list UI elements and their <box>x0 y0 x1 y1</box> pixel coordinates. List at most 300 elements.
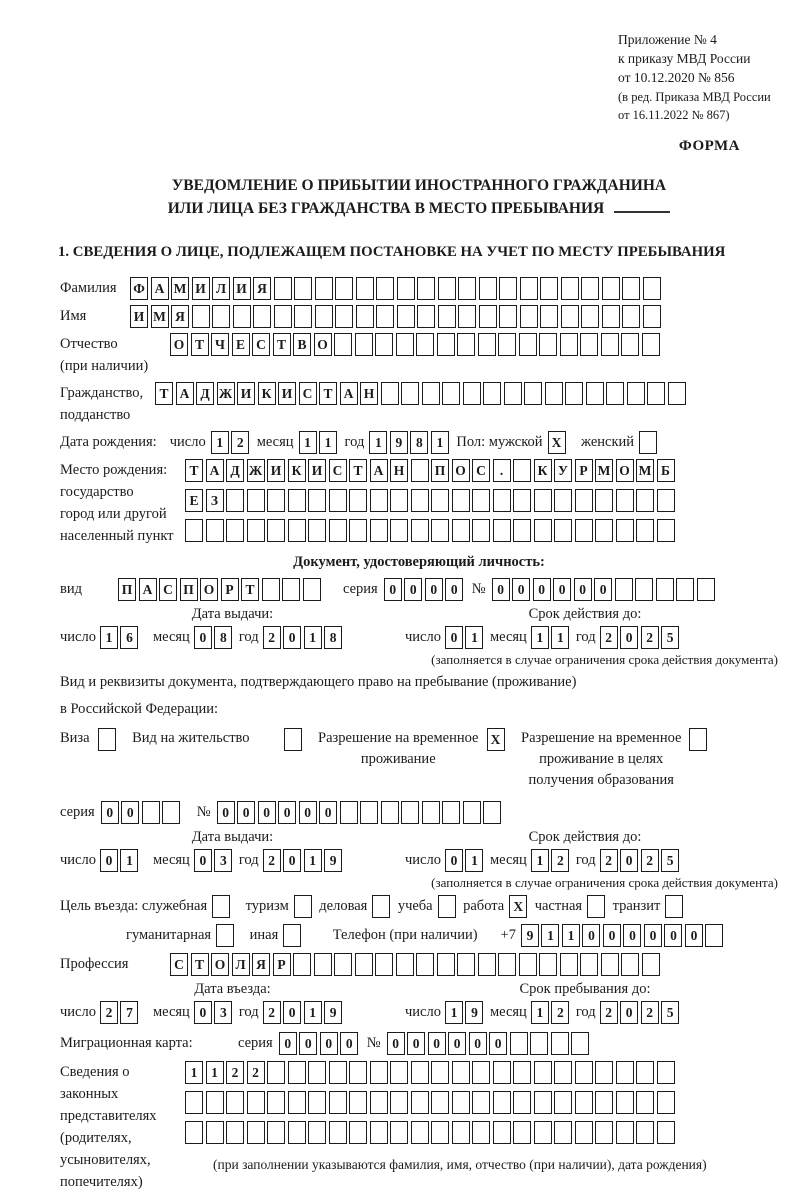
char-cell[interactable]: 0 <box>217 801 235 824</box>
char-cell[interactable]: 0 <box>574 578 592 601</box>
char-cell[interactable] <box>472 1061 490 1084</box>
char-cell[interactable]: 1 <box>319 431 337 454</box>
char-cell[interactable] <box>253 305 271 328</box>
char-cell[interactable] <box>411 1121 429 1144</box>
char-cell[interactable]: 0 <box>299 1032 317 1055</box>
char-cell[interactable]: З <box>206 489 224 512</box>
doc-type-cells[interactable] <box>118 578 323 601</box>
purpose-study-checkbox[interactable] <box>438 895 459 918</box>
char-cell[interactable]: X <box>548 431 566 454</box>
char-cell[interactable]: А <box>370 459 388 482</box>
char-cell[interactable]: 1 <box>304 626 322 649</box>
char-cell[interactable] <box>689 728 707 751</box>
char-cell[interactable]: 2 <box>263 849 281 872</box>
char-cell[interactable] <box>226 1121 244 1144</box>
char-cell[interactable]: 1 <box>299 431 317 454</box>
char-cell[interactable]: Р <box>273 953 291 976</box>
char-cell[interactable] <box>636 489 654 512</box>
char-cell[interactable]: А <box>206 459 224 482</box>
char-cell[interactable] <box>472 1091 490 1114</box>
char-cell[interactable]: 1 <box>431 431 449 454</box>
doc-series-cells[interactable] <box>384 578 466 601</box>
char-cell[interactable] <box>595 1061 613 1084</box>
char-cell[interactable] <box>479 305 497 328</box>
char-cell[interactable] <box>606 382 624 405</box>
char-cell[interactable]: 0 <box>101 801 119 824</box>
char-cell[interactable] <box>308 489 326 512</box>
entry-year-cells[interactable] <box>263 1001 345 1024</box>
char-cell[interactable] <box>438 305 456 328</box>
char-cell[interactable] <box>457 953 475 976</box>
char-cell[interactable]: М <box>636 459 654 482</box>
char-cell[interactable] <box>602 277 620 300</box>
char-cell[interactable] <box>98 728 116 751</box>
char-cell[interactable] <box>452 1061 470 1084</box>
char-cell[interactable] <box>539 953 557 976</box>
char-cell[interactable]: А <box>139 578 157 601</box>
reps-cells-row1[interactable] <box>185 1061 677 1084</box>
char-cell[interactable]: Н <box>360 382 378 405</box>
purpose-work-checkbox[interactable] <box>509 895 530 918</box>
char-cell[interactable] <box>370 1061 388 1084</box>
id-valid-month-cells[interactable] <box>531 626 572 649</box>
char-cell[interactable] <box>267 1091 285 1114</box>
char-cell[interactable] <box>636 519 654 542</box>
stay-month-cells[interactable] <box>531 1001 572 1024</box>
char-cell[interactable] <box>226 489 244 512</box>
char-cell[interactable]: 1 <box>445 1001 463 1024</box>
birth-year-cells[interactable] <box>369 431 451 454</box>
mig-series-cells[interactable] <box>279 1032 361 1055</box>
char-cell[interactable]: П <box>180 578 198 601</box>
char-cell[interactable] <box>185 1091 203 1114</box>
char-cell[interactable] <box>411 1061 429 1084</box>
char-cell[interactable]: И <box>233 277 251 300</box>
doc-number-cells[interactable] <box>492 578 718 601</box>
char-cell[interactable]: 0 <box>407 1032 425 1055</box>
char-cell[interactable] <box>329 1061 347 1084</box>
char-cell[interactable] <box>267 519 285 542</box>
char-cell[interactable]: М <box>151 305 169 328</box>
char-cell[interactable] <box>478 333 496 356</box>
mig-number-cells[interactable] <box>387 1032 592 1055</box>
char-cell[interactable]: 1 <box>211 431 229 454</box>
char-cell[interactable] <box>142 801 160 824</box>
char-cell[interactable] <box>493 1061 511 1084</box>
char-cell[interactable] <box>643 277 661 300</box>
char-cell[interactable]: К <box>534 459 552 482</box>
temp-residence-checkbox[interactable] <box>487 728 508 751</box>
id-valid-year-cells[interactable] <box>600 626 682 649</box>
char-cell[interactable] <box>416 953 434 976</box>
char-cell[interactable]: А <box>151 277 169 300</box>
visa-checkbox[interactable] <box>98 728 119 751</box>
char-cell[interactable] <box>334 333 352 356</box>
char-cell[interactable]: 1 <box>531 1001 549 1024</box>
char-cell[interactable] <box>401 382 419 405</box>
char-cell[interactable] <box>580 953 598 976</box>
char-cell[interactable] <box>314 953 332 976</box>
char-cell[interactable] <box>397 305 415 328</box>
char-cell[interactable] <box>493 1091 511 1114</box>
char-cell[interactable]: 1 <box>100 626 118 649</box>
char-cell[interactable] <box>622 305 640 328</box>
char-cell[interactable]: 0 <box>469 1032 487 1055</box>
char-cell[interactable] <box>233 305 251 328</box>
res-issue-day-cells[interactable] <box>100 849 141 872</box>
temp-residence-edu-checkbox[interactable] <box>689 728 710 751</box>
char-cell[interactable] <box>431 1091 449 1114</box>
purpose-private-checkbox[interactable] <box>587 895 608 918</box>
char-cell[interactable] <box>595 1091 613 1114</box>
char-cell[interactable]: Т <box>273 333 291 356</box>
char-cell[interactable]: А <box>340 382 358 405</box>
char-cell[interactable] <box>315 305 333 328</box>
char-cell[interactable] <box>401 801 419 824</box>
char-cell[interactable] <box>335 277 353 300</box>
char-cell[interactable]: X <box>509 895 527 918</box>
char-cell[interactable]: 1 <box>531 849 549 872</box>
char-cell[interactable]: 9 <box>521 924 539 947</box>
char-cell[interactable]: 2 <box>263 626 281 649</box>
char-cell[interactable] <box>226 1091 244 1114</box>
char-cell[interactable]: С <box>252 333 270 356</box>
char-cell[interactable] <box>513 519 531 542</box>
char-cell[interactable]: 0 <box>258 801 276 824</box>
char-cell[interactable]: 3 <box>214 849 232 872</box>
char-cell[interactable] <box>510 1032 528 1055</box>
char-cell[interactable] <box>601 953 619 976</box>
char-cell[interactable]: 1 <box>369 431 387 454</box>
char-cell[interactable]: 2 <box>600 1001 618 1024</box>
char-cell[interactable] <box>355 953 373 976</box>
char-cell[interactable] <box>370 519 388 542</box>
char-cell[interactable]: С <box>159 578 177 601</box>
char-cell[interactable]: Т <box>241 578 259 601</box>
char-cell[interactable] <box>615 578 633 601</box>
char-cell[interactable]: П <box>118 578 136 601</box>
char-cell[interactable] <box>457 333 475 356</box>
char-cell[interactable]: О <box>314 333 332 356</box>
char-cell[interactable] <box>483 382 501 405</box>
char-cell[interactable] <box>504 382 522 405</box>
char-cell[interactable]: 9 <box>465 1001 483 1024</box>
char-cell[interactable] <box>561 305 579 328</box>
char-cell[interactable]: О <box>170 333 188 356</box>
char-cell[interactable] <box>530 1032 548 1055</box>
char-cell[interactable] <box>417 277 435 300</box>
char-cell[interactable] <box>554 1091 572 1114</box>
res-valid-month-cells[interactable] <box>531 849 572 872</box>
char-cell[interactable]: 0 <box>594 578 612 601</box>
char-cell[interactable]: 1 <box>206 1061 224 1084</box>
char-cell[interactable] <box>356 277 374 300</box>
char-cell[interactable] <box>288 519 306 542</box>
char-cell[interactable]: Д <box>196 382 214 405</box>
char-cell[interactable]: 0 <box>489 1032 507 1055</box>
char-cell[interactable]: 1 <box>465 626 483 649</box>
char-cell[interactable] <box>616 519 634 542</box>
char-cell[interactable] <box>534 1121 552 1144</box>
char-cell[interactable] <box>540 305 558 328</box>
char-cell[interactable] <box>247 1091 265 1114</box>
char-cell[interactable]: . <box>493 459 511 482</box>
char-cell[interactable] <box>705 924 723 947</box>
char-cell[interactable] <box>438 895 456 918</box>
char-cell[interactable] <box>616 1091 634 1114</box>
char-cell[interactable]: Ж <box>217 382 235 405</box>
char-cell[interactable] <box>657 1091 675 1114</box>
char-cell[interactable] <box>284 728 302 751</box>
char-cell[interactable] <box>212 895 230 918</box>
char-cell[interactable] <box>560 953 578 976</box>
char-cell[interactable] <box>381 382 399 405</box>
sex-male-checkbox[interactable] <box>548 431 569 454</box>
char-cell[interactable] <box>396 953 414 976</box>
char-cell[interactable]: 2 <box>600 626 618 649</box>
char-cell[interactable]: 2 <box>600 849 618 872</box>
char-cell[interactable] <box>274 277 292 300</box>
char-cell[interactable] <box>513 489 531 512</box>
char-cell[interactable] <box>452 489 470 512</box>
char-cell[interactable]: Ж <box>247 459 265 482</box>
char-cell[interactable]: И <box>267 459 285 482</box>
char-cell[interactable] <box>616 1061 634 1084</box>
birthplace-cells-row3[interactable] <box>185 519 677 542</box>
char-cell[interactable] <box>431 1121 449 1144</box>
char-cell[interactable]: 0 <box>512 578 530 601</box>
char-cell[interactable] <box>283 924 301 947</box>
char-cell[interactable] <box>586 382 604 405</box>
char-cell[interactable]: 0 <box>194 626 212 649</box>
char-cell[interactable]: 0 <box>620 849 638 872</box>
char-cell[interactable] <box>519 333 537 356</box>
char-cell[interactable] <box>499 305 517 328</box>
char-cell[interactable] <box>575 1121 593 1144</box>
char-cell[interactable]: 0 <box>623 924 641 947</box>
purpose-transit-checkbox[interactable] <box>665 895 686 918</box>
char-cell[interactable] <box>431 519 449 542</box>
char-cell[interactable]: 2 <box>641 1001 659 1024</box>
char-cell[interactable] <box>498 333 516 356</box>
char-cell[interactable] <box>247 489 265 512</box>
char-cell[interactable] <box>162 801 180 824</box>
char-cell[interactable]: Т <box>319 382 337 405</box>
res-valid-year-cells[interactable] <box>600 849 682 872</box>
char-cell[interactable]: 2 <box>100 1001 118 1024</box>
char-cell[interactable] <box>267 1061 285 1084</box>
char-cell[interactable] <box>294 305 312 328</box>
char-cell[interactable]: К <box>258 382 276 405</box>
char-cell[interactable] <box>411 459 429 482</box>
char-cell[interactable] <box>520 305 538 328</box>
char-cell[interactable] <box>554 1121 572 1144</box>
char-cell[interactable] <box>422 801 440 824</box>
char-cell[interactable]: Р <box>221 578 239 601</box>
char-cell[interactable] <box>580 333 598 356</box>
char-cell[interactable]: 6 <box>120 626 138 649</box>
char-cell[interactable] <box>315 277 333 300</box>
char-cell[interactable] <box>575 489 593 512</box>
char-cell[interactable] <box>349 489 367 512</box>
char-cell[interactable] <box>595 519 613 542</box>
char-cell[interactable]: 0 <box>283 1001 301 1024</box>
char-cell[interactable] <box>308 1091 326 1114</box>
char-cell[interactable]: 1 <box>541 924 559 947</box>
char-cell[interactable] <box>370 489 388 512</box>
char-cell[interactable] <box>561 277 579 300</box>
char-cell[interactable]: 0 <box>319 801 337 824</box>
res-issue-year-cells[interactable] <box>263 849 345 872</box>
char-cell[interactable] <box>360 801 378 824</box>
stay-year-cells[interactable] <box>600 1001 682 1024</box>
char-cell[interactable] <box>595 489 613 512</box>
char-cell[interactable]: С <box>299 382 317 405</box>
purpose-humanitarian-checkbox[interactable] <box>216 924 237 947</box>
char-cell[interactable]: 0 <box>387 1032 405 1055</box>
char-cell[interactable] <box>639 431 657 454</box>
char-cell[interactable] <box>349 519 367 542</box>
char-cell[interactable] <box>493 519 511 542</box>
char-cell[interactable]: 0 <box>194 849 212 872</box>
char-cell[interactable]: 1 <box>120 849 138 872</box>
char-cell[interactable]: 0 <box>283 849 301 872</box>
char-cell[interactable] <box>437 333 455 356</box>
id-issue-day-cells[interactable] <box>100 626 141 649</box>
char-cell[interactable]: 0 <box>582 924 600 947</box>
char-cell[interactable]: Л <box>212 277 230 300</box>
char-cell[interactable]: 0 <box>425 578 443 601</box>
char-cell[interactable] <box>417 305 435 328</box>
char-cell[interactable]: Ф <box>130 277 148 300</box>
char-cell[interactable] <box>534 1091 552 1114</box>
char-cell[interactable] <box>539 333 557 356</box>
char-cell[interactable]: Я <box>252 953 270 976</box>
id-issue-year-cells[interactable] <box>263 626 345 649</box>
char-cell[interactable] <box>627 382 645 405</box>
char-cell[interactable]: 1 <box>465 849 483 872</box>
char-cell[interactable] <box>513 1061 531 1084</box>
char-cell[interactable]: И <box>130 305 148 328</box>
char-cell[interactable] <box>540 277 558 300</box>
char-cell[interactable] <box>329 519 347 542</box>
char-cell[interactable]: Т <box>191 953 209 976</box>
char-cell[interactable]: 0 <box>603 924 621 947</box>
char-cell[interactable] <box>534 489 552 512</box>
char-cell[interactable]: 8 <box>214 626 232 649</box>
char-cell[interactable] <box>621 953 639 976</box>
char-cell[interactable]: К <box>288 459 306 482</box>
char-cell[interactable]: 0 <box>685 924 703 947</box>
char-cell[interactable]: И <box>237 382 255 405</box>
char-cell[interactable] <box>329 1121 347 1144</box>
char-cell[interactable] <box>656 578 674 601</box>
char-cell[interactable] <box>375 953 393 976</box>
char-cell[interactable]: С <box>329 459 347 482</box>
char-cell[interactable] <box>431 489 449 512</box>
char-cell[interactable] <box>602 305 620 328</box>
res-issue-month-cells[interactable] <box>194 849 235 872</box>
char-cell[interactable] <box>411 489 429 512</box>
char-cell[interactable] <box>192 305 210 328</box>
char-cell[interactable]: 3 <box>214 1001 232 1024</box>
char-cell[interactable] <box>621 333 639 356</box>
char-cell[interactable] <box>349 1061 367 1084</box>
char-cell[interactable]: 0 <box>320 1032 338 1055</box>
char-cell[interactable]: О <box>452 459 470 482</box>
char-cell[interactable] <box>657 1061 675 1084</box>
char-cell[interactable]: 0 <box>445 578 463 601</box>
char-cell[interactable]: 2 <box>551 1001 569 1024</box>
char-cell[interactable]: И <box>278 382 296 405</box>
char-cell[interactable]: 0 <box>194 1001 212 1024</box>
char-cell[interactable] <box>206 519 224 542</box>
char-cell[interactable] <box>335 305 353 328</box>
reps-cells-row2[interactable] <box>185 1091 677 1114</box>
char-cell[interactable]: 0 <box>299 801 317 824</box>
char-cell[interactable] <box>622 277 640 300</box>
char-cell[interactable]: 2 <box>231 431 249 454</box>
char-cell[interactable] <box>513 1091 531 1114</box>
char-cell[interactable] <box>534 519 552 542</box>
char-cell[interactable] <box>267 489 285 512</box>
char-cell[interactable]: 2 <box>226 1061 244 1084</box>
id-valid-day-cells[interactable] <box>445 626 486 649</box>
char-cell[interactable] <box>262 578 280 601</box>
char-cell[interactable] <box>479 277 497 300</box>
char-cell[interactable] <box>288 1121 306 1144</box>
char-cell[interactable]: 9 <box>390 431 408 454</box>
char-cell[interactable]: 0 <box>492 578 510 601</box>
char-cell[interactable] <box>665 895 683 918</box>
char-cell[interactable]: 0 <box>553 578 571 601</box>
char-cell[interactable] <box>565 382 583 405</box>
char-cell[interactable] <box>601 333 619 356</box>
char-cell[interactable] <box>370 1091 388 1114</box>
char-cell[interactable] <box>422 382 440 405</box>
char-cell[interactable] <box>185 1121 203 1144</box>
res-series-cells[interactable] <box>101 801 183 824</box>
char-cell[interactable] <box>397 277 415 300</box>
char-cell[interactable] <box>657 519 675 542</box>
char-cell[interactable]: 8 <box>410 431 428 454</box>
char-cell[interactable] <box>416 333 434 356</box>
char-cell[interactable] <box>534 1061 552 1084</box>
char-cell[interactable]: С <box>472 459 490 482</box>
char-cell[interactable] <box>458 305 476 328</box>
char-cell[interactable] <box>636 1061 654 1084</box>
char-cell[interactable]: 0 <box>448 1032 466 1055</box>
char-cell[interactable] <box>571 1032 589 1055</box>
char-cell[interactable] <box>274 305 292 328</box>
char-cell[interactable]: Ч <box>211 333 229 356</box>
char-cell[interactable] <box>355 333 373 356</box>
char-cell[interactable]: Н <box>390 459 408 482</box>
char-cell[interactable]: 0 <box>283 626 301 649</box>
char-cell[interactable]: 2 <box>641 849 659 872</box>
char-cell[interactable] <box>216 924 234 947</box>
char-cell[interactable] <box>519 953 537 976</box>
char-cell[interactable] <box>554 519 572 542</box>
char-cell[interactable] <box>288 489 306 512</box>
char-cell[interactable] <box>372 895 390 918</box>
char-cell[interactable] <box>498 953 516 976</box>
char-cell[interactable]: 0 <box>121 801 139 824</box>
char-cell[interactable] <box>452 1121 470 1144</box>
char-cell[interactable] <box>581 305 599 328</box>
char-cell[interactable]: 1 <box>562 924 580 947</box>
char-cell[interactable] <box>381 801 399 824</box>
